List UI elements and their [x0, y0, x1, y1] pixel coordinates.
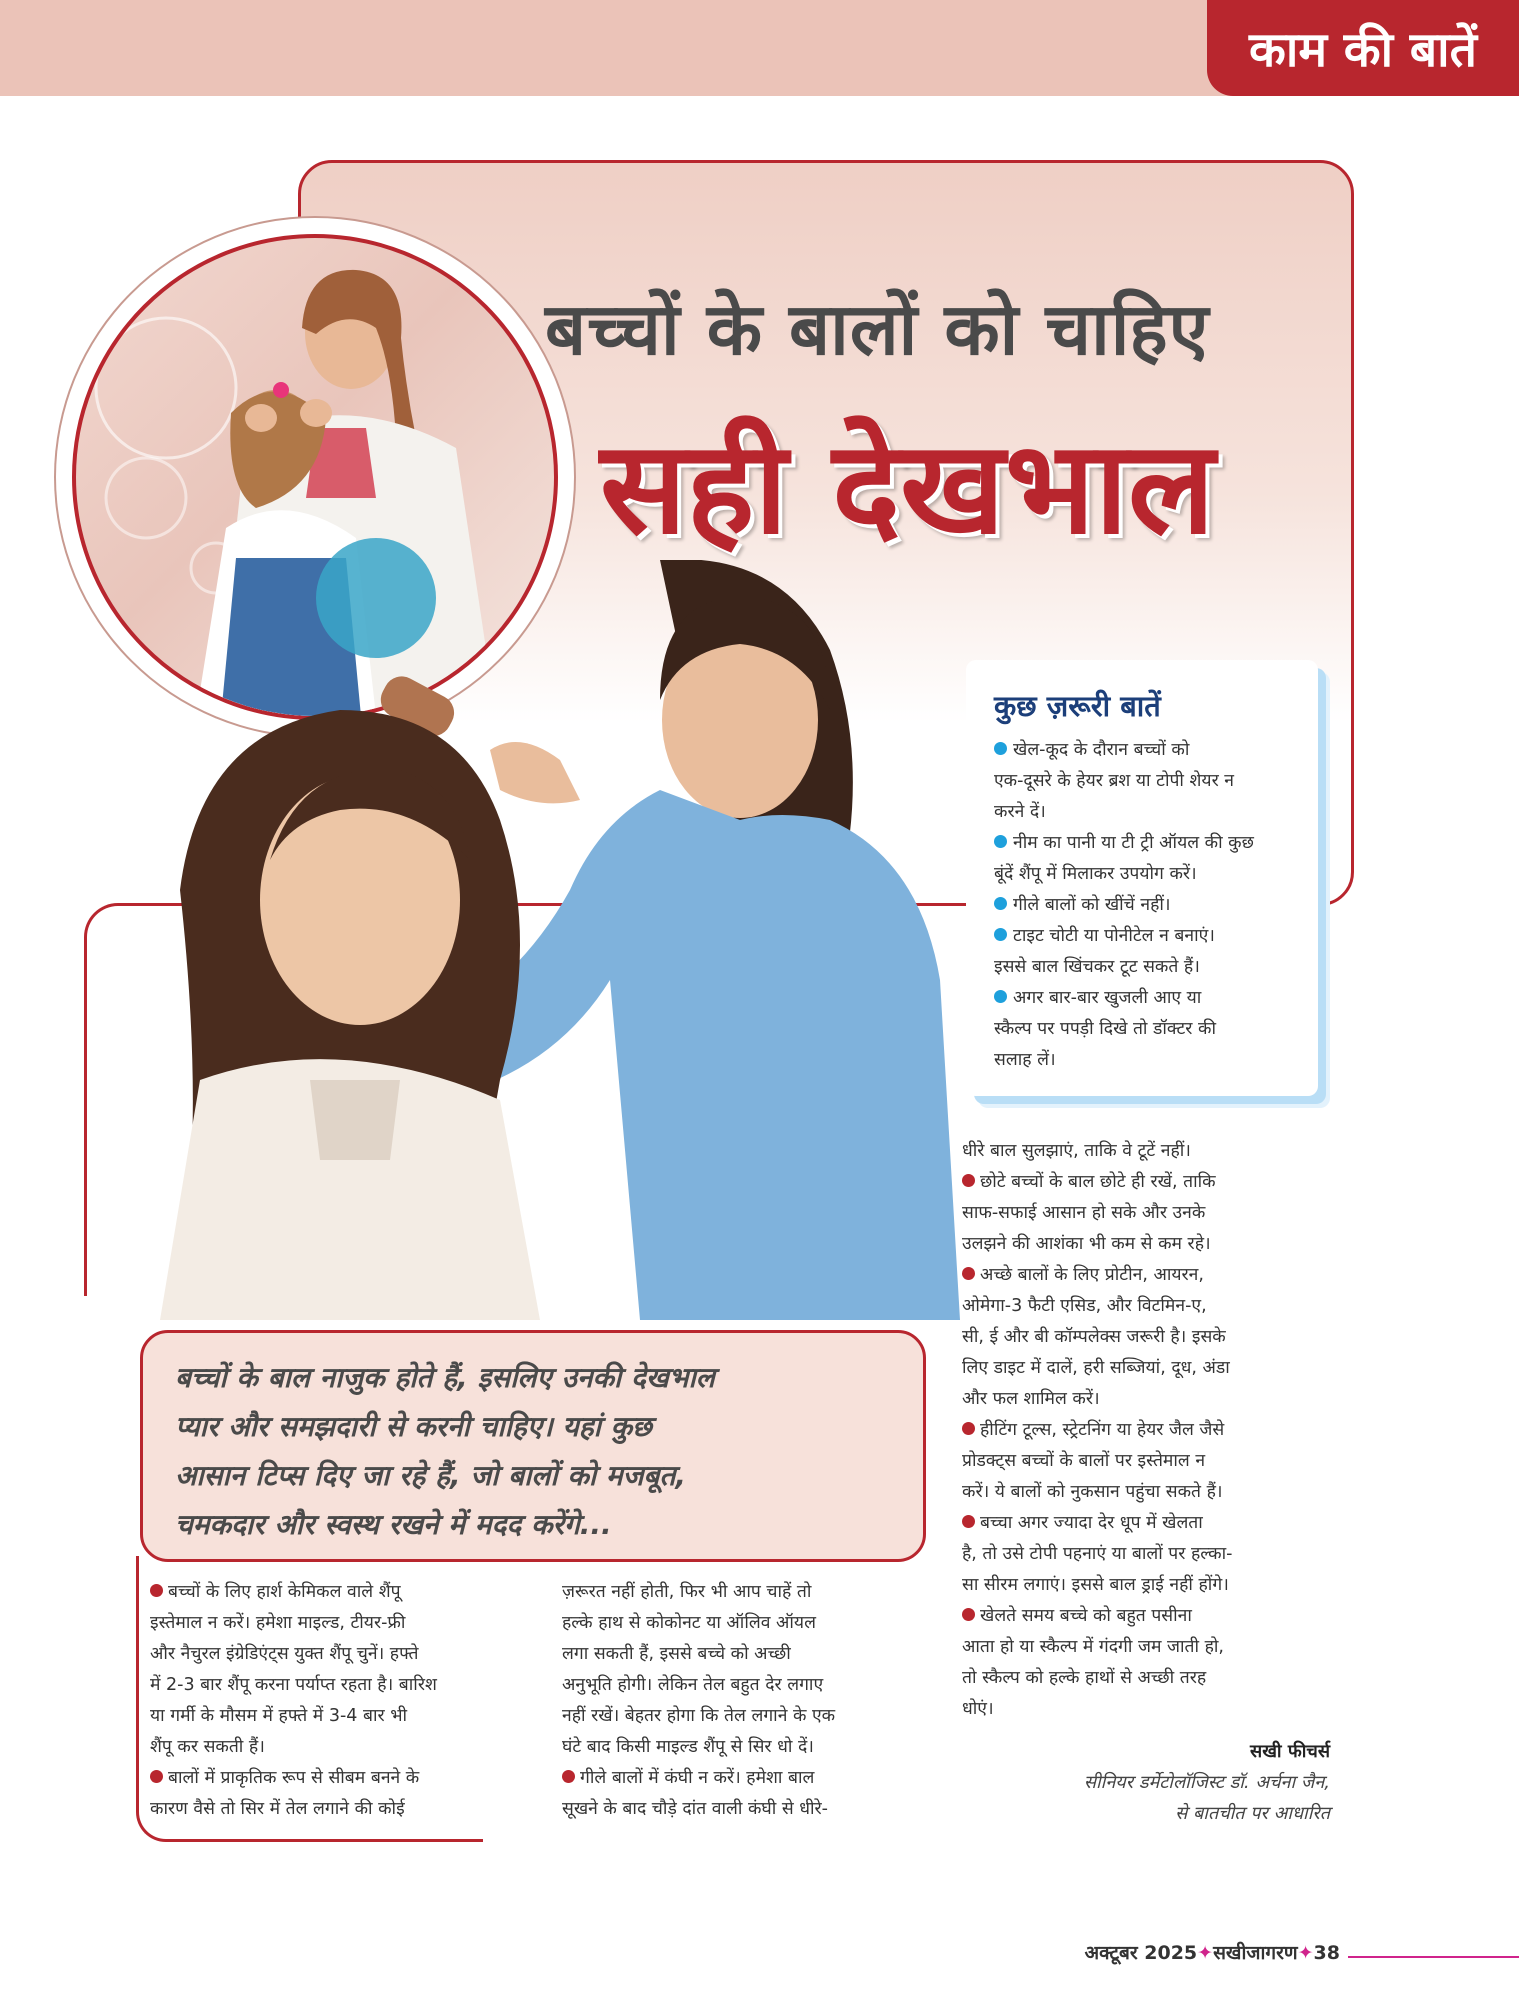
intro-box — [140, 1330, 926, 1562]
section-tag-label: काम की बातें — [1249, 21, 1477, 78]
tip-item: गीले बालों को खींचें नहीं। — [994, 890, 1296, 921]
bullet-dot-icon — [962, 1174, 975, 1187]
tip-item: नीम का पानी या टी ट्री ऑयल की कुछ बूंदें शैंपू में मिलाकर उपयोग करें। — [994, 833, 1254, 884]
page-number: 38 — [1313, 1942, 1340, 1964]
bullet-dot-icon — [962, 1267, 975, 1280]
bullet-dot-icon — [994, 897, 1007, 910]
tip-item: अगर बार-बार खुजली आए या स्कैल्प पर पपड़ी दिखे तो डॉक्टर की सलाह लें। — [994, 988, 1216, 1070]
byline-expert: सीनियर डर्मेटोलॉजिस्ट डॉ. अर्चना जैन, — [1083, 1772, 1330, 1793]
footer-magazine: सखीजागरण — [1213, 1942, 1298, 1964]
column-text: धीरे बाल सुलझाएं, ताकि वे टूटें नहीं। छोटे बच्चों के बाल छोटे ही रखें, ताकि साफ-सफाई आसान हो सके और उनके उलझने की आशंका भी कम से कम रहे। अच्छे बालों के लिए प्रोटीन, आयरन, ओमेगा-3 फैटी एसिड, और विटमिन-ए, सी, ई और बी कॉम्पलेक्स जरूरी है। इसके लिए डाइट में दालें, हरी सब्जियां, दूध, अंडा और फल शामिल करें। हीटिंग टूल्स, स्ट्रेटनिंग या हेयर जैल जैसे प्रोडक्ट्स बच्चों के बालों पर इस्तेमाल न करें। ये बालों को नुकसान पहुंचा सकते हैं। बच्चा अगर ज्यादा देर धूप में खेलता है, तो उसे टोपी पहनाएं या बालों पर हल्का- सा सीरम लगाएं। इससे बाल ड्राई नहीं होंगे। खेलते समय बच्चे को बहुत पसीना आता हो या स्कैल्प में गंदगी जम जाती हो, तो स्कैल्प को हल्के हाथों से अच्छी तरह धोएं। — [962, 1141, 1233, 1719]
tip-item: टाइट चोटी या पोनीटेल न बनाएं। इससे बाल खिंचकर टूट सकते हैं। — [994, 926, 1215, 977]
footer-date: अक्टूबर 2025 — [1084, 1942, 1198, 1964]
column-text: बच्चों के लिए हार्श केमिकल वाले शैंपू इस्तेमाल न करें। हमेशा माइल्ड, टीयर-फ्री और नैचुरल इंग्रेडिएंट्स युक्त शैंपू चुनें। हफ्ते में 2-3 बार शैंपू करना पर्याप्त रहता है। बारिश या गर्मी के मौसम में हफ्ते में 3-4 बार भी शैंपू कर सकती हैं। बालों में प्राकृतिक रूप से सीबम बनने के कारण वैसे तो सिर में तेल लगाने की कोई — [150, 1582, 437, 1819]
article-column-3 — [962, 1136, 1342, 1725]
article-column-2 — [562, 1577, 942, 1825]
bullet-dot-icon — [994, 835, 1007, 848]
main-photo — [140, 560, 980, 1320]
mother-brushing-daughter-photo-illustration — [140, 560, 980, 1320]
section-tag — [1207, 0, 1519, 96]
byline — [960, 1736, 1330, 1829]
article-column-1 — [150, 1577, 530, 1825]
tips-box — [966, 660, 1318, 1096]
sparkle-icon: ✦ — [1297, 1942, 1314, 1964]
sparkle-icon: ✦ — [1197, 1942, 1214, 1964]
bullet-dot-icon — [962, 1608, 975, 1621]
bullet-dot-icon — [994, 928, 1007, 941]
bullet-dot-icon — [562, 1770, 575, 1783]
headline-line1: बच्चों के बालों को चाहिए — [545, 287, 1210, 371]
column-text: ज़रूरत नहीं होती, फिर भी आप चाहें तो हल्के हाथ से कोकोनट या ऑलिव ऑयल लगा सकती हैं, इससे बच्चे को अच्छी अनुभूति होगी। लेकिन तेल बहुत देर लगाए नहीं रखें। बेहतर होगा कि तेल लगाने के एक घंटे बाद किसी माइल्ड शैंपू से सिर धो दें। गीले बालों में कंघी न करें। हमेशा बाल सूखने के बाद चौड़े दांत वाली कंघी से धीरे- — [562, 1582, 836, 1819]
bullet-dot-icon — [962, 1515, 975, 1528]
bullet-dot-icon — [150, 1770, 163, 1783]
intro-text: बच्चों के बाल नाजुक होते हैं, इसलिए उनकी देखभाल प्यार और समझदारी से करनी चाहिए। यहां कुछ आसान टिप्स दिए जा रहे हैं, जो बालों को मजबूत, चमकदार और स्वस्थ रखने में मदद करेंगे... — [175, 1361, 715, 1541]
tip-item: खेल-कूद के दौरान बच्चों को एक-दूसरे के हेयर ब्रश या टोपी शेयर न करने दें। — [994, 740, 1235, 822]
headline-line2: सही देखभाल — [600, 414, 1215, 563]
page-footer — [1000, 1939, 1340, 1965]
tips-title: कुछ ज़रूरी बातें — [994, 689, 1161, 723]
bullet-dot-icon — [962, 1422, 975, 1435]
byline-note: से बातचीत पर आधारित — [1175, 1803, 1330, 1824]
byline-credit: सखी फीचर्स — [1250, 1741, 1330, 1762]
bullet-dot-icon — [994, 742, 1007, 755]
bullet-dot-icon — [150, 1584, 163, 1597]
footer-rule — [1348, 1956, 1519, 1958]
bullet-dot-icon — [994, 990, 1007, 1003]
